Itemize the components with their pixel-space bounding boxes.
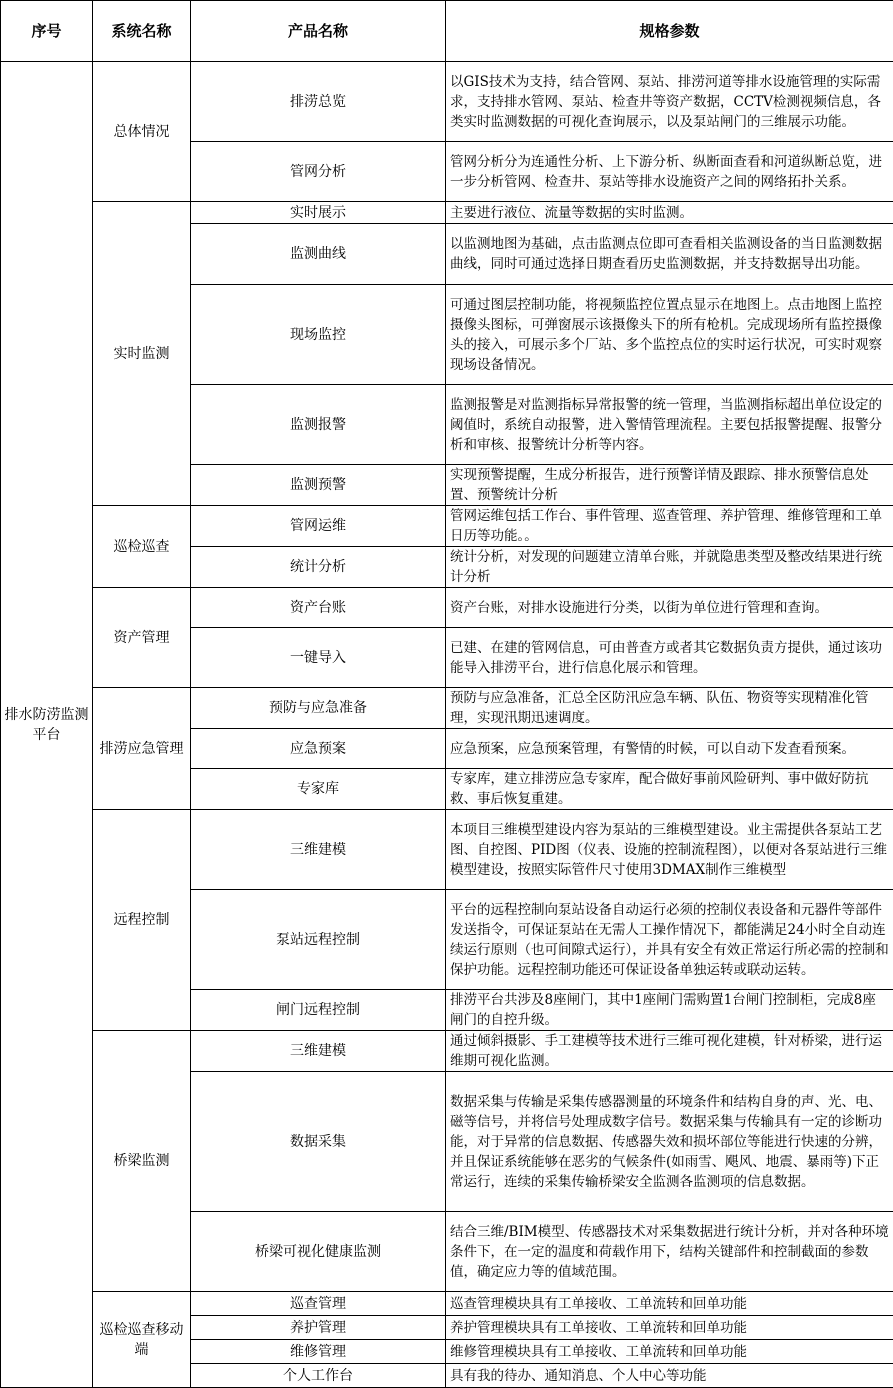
spec-text: 主要进行液位、流量等数据的实时监测。 — [446, 202, 893, 224]
product-name: 管网分析 — [191, 142, 446, 202]
product-name: 统计分析 — [191, 547, 446, 588]
system-name: 总体情况 — [93, 62, 191, 202]
table-row — [1, 588, 893, 628]
product-name: 养护管理 — [191, 1316, 446, 1340]
product-name: 专家库 — [191, 769, 446, 810]
spec-text: 平台的远程控制向泵站设备自动运行必须的控制仪表设备和元器件等部件发送指令，可保证泵站在无需人工操作情况下，都能满足24小时全自动连续运行原则（也可间隙式运行），并具有安全有效正常运行所必需的控制和保护功能。远程控制功能还可保证设备单独运转或联动运转。 — [446, 890, 893, 990]
header-product-name: 产品名称 — [191, 1, 446, 62]
spec-text: 本项目三维模型建设内容为泵站的三维模型建设。业主需提供各泵站工艺图、自控图、PID图（仪表、设施的控制流程图），以便对各泵站进行三维模型建设，按照实际管件尺寸使用3DMAX制作三维模型 — [446, 810, 893, 890]
spec-text: 养护管理模块具有工单接收、工单流转和回单功能 — [446, 1316, 893, 1340]
product-name: 一键导入 — [191, 628, 446, 688]
table-row — [1, 1031, 893, 1072]
table-row — [1, 506, 893, 547]
system-name: 巡检巡查 — [93, 506, 191, 588]
product-name: 泵站远程控制 — [191, 890, 446, 990]
system-name: 桥梁监测 — [93, 1031, 191, 1292]
spec-text: 统计分析，对发现的问题建立清单台账，并就隐患类型及整改结果进行统计分析 — [446, 547, 893, 588]
header-spec: 规格参数 — [446, 1, 893, 62]
header-system-name: 系统名称 — [93, 1, 191, 62]
spec-text: 实现预警提醒，生成分析报告，进行预警详情及跟踪、排水预警信息处置、预警统计分析 — [446, 465, 893, 506]
header-row — [1, 1, 893, 62]
system-name: 资产管理 — [93, 588, 191, 688]
spec-text: 排涝平台共涉及8座闸门，其中1座闸门需购置1台闸门控制柜，完成8座闸门的自控升级。 — [446, 990, 893, 1031]
spec-text: 预防与应急准备，汇总全区防汛应急车辆、队伍、物资等实现精准化管理，实现汛期迅速调度。 — [446, 688, 893, 729]
spec-text: 管网运维包括工作台、事件管理、巡查管理、养护管理、维修管理和工单日历等功能。。 — [446, 506, 893, 547]
system-name: 巡检巡查移动端 — [93, 1292, 191, 1388]
spec-text: 结合三维/BIM模型、传感器技术对采集数据进行统计分析，并对各种环境条件下，在一定的温度和荷载作用下，结构关键部件和控制截面的参数值，确定应力等的值域范围。 — [446, 1212, 893, 1292]
spec-text: 以GIS技术为支持，结合管网、泵站、排涝河道等排水设施管理的实际需求，支持排水管网、泵站、检查井等资产数据，CCTV检测视频信息，各类实时监测数据的可视化查询展示，以及泵站闸门的三维展示功能。 — [446, 62, 893, 142]
spec-text: 管网分析分为连通性分析、上下游分析、纵断面查看和河道纵断总览，进一步分析管网、检查井、泵站等排水设施资产之间的网络拓扑关系。 — [446, 142, 893, 202]
product-name: 个人工作台 — [191, 1364, 446, 1388]
product-name: 数据采集 — [191, 1072, 446, 1212]
spec-text: 应急预案，应急预案管理，有警情的时候，可以自动下发查看预案。 — [446, 729, 893, 769]
table-row — [1, 688, 893, 729]
platform-cell: 排水防涝监测平台 — [1, 62, 93, 1388]
system-name: 远程控制 — [93, 810, 191, 1031]
spec-text: 维修管理模块具有工单接收、工单流转和回单功能 — [446, 1340, 893, 1364]
product-name: 预防与应急准备 — [191, 688, 446, 729]
product-name: 管网运维 — [191, 506, 446, 547]
system-name: 排涝应急管理 — [93, 688, 191, 810]
header-index: 序号 — [1, 1, 93, 62]
table-row — [1, 62, 893, 142]
spec-text: 巡查管理模块具有工单接收、工单流转和回单功能 — [446, 1292, 893, 1316]
spec-text: 监测报警是对监测指标异常报警的统一管理，当监测指标超出单位设定的阈值时，系统自动报警，进入警情管理流程。主要包括报警提醒、报警分析和审核、报警统计分析等内容。 — [446, 385, 893, 465]
product-name: 闸门远程控制 — [191, 990, 446, 1031]
product-name: 三维建模 — [191, 810, 446, 890]
spec-text: 具有我的待办、通知消息、个人中心等功能 — [446, 1364, 893, 1388]
product-name: 桥梁可视化健康监测 — [191, 1212, 446, 1292]
spec-text: 专家库，建立排涝应急专家库，配合做好事前风险研判、事中做好防抗救、事后恢复重建。 — [446, 769, 893, 810]
product-name: 监测预警 — [191, 465, 446, 506]
product-name: 资产台账 — [191, 588, 446, 628]
product-name: 三维建模 — [191, 1031, 446, 1072]
product-name: 现场监控 — [191, 285, 446, 385]
product-name: 维修管理 — [191, 1340, 446, 1364]
spec-text: 以监测地图为基础，点击监测点位即可查看相关监测设备的当日监测数据曲线，同时可通过选择日期查看历史监测数据，并支持数据导出功能。 — [446, 224, 893, 285]
table-row — [1, 202, 893, 224]
spec-text: 通过倾斜摄影、手工建模等技术进行三维可视化建模，针对桥梁，进行运维期可视化监测。 — [446, 1031, 893, 1072]
table-row — [1, 1292, 893, 1316]
system-name: 实时监测 — [93, 202, 191, 506]
spec-text: 资产台账，对排水设施进行分类，以街为单位进行管理和查询。 — [446, 588, 893, 628]
spec-text: 可通过图层控制功能，将视频监控位置点显示在地图上。点击地图上监控摄像头图标，可弹窗展示该摄像头下的所有枪机。完成现场所有监控摄像头的接入，可展示多个厂站、多个监控点位的实时运行状况，可实时观察现场设备情况。 — [446, 285, 893, 385]
product-name: 巡查管理 — [191, 1292, 446, 1316]
spec-text: 已建、在建的管网信息，可由普查方或者其它数据负责方提供，通过该功能导入排涝平台，进行信息化展示和管理。 — [446, 628, 893, 688]
product-name: 应急预案 — [191, 729, 446, 769]
product-name: 实时展示 — [191, 202, 446, 224]
product-name: 监测报警 — [191, 385, 446, 465]
product-name: 监测曲线 — [191, 224, 446, 285]
table-row — [1, 810, 893, 890]
spec-text: 数据采集与传输是采集传感器测量的环境条件和结构自身的声、光、电、磁等信号，并将信号处理成数字信号。数据采集与传输具有一定的诊断功能，对于异常的信息数据、传感器失效和损坏部位等能进行快速的分辨，并且保证系统能够在恶劣的气候条件(如雨雪、飓风、地震、暴雨等)下正常运行，连续的采集传输桥梁安全监测各监测项的信息数据。 — [446, 1072, 893, 1212]
product-name: 排涝总览 — [191, 62, 446, 142]
